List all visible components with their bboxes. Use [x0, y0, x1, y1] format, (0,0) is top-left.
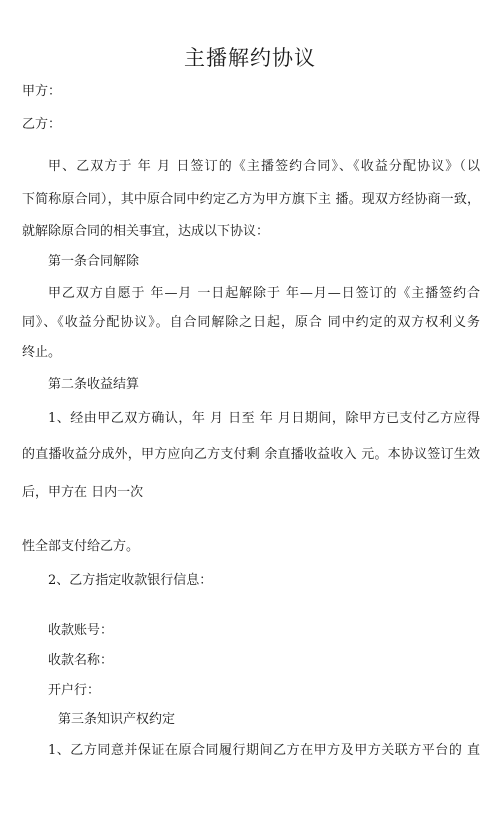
intro-line-1: 甲、乙双方于 年 月 日签订的《主播签约合同》、《收益分配协议》（以 — [48, 159, 480, 174]
article1-line-3: 终止。 — [22, 345, 62, 360]
party-b-label: 乙方： — [22, 117, 62, 132]
article1-line-1: 甲乙双方自愿于 年—月 一日起解除于 年—月—日签订的《主播签约合 — [48, 286, 480, 301]
article1-heading: 第一条合同解除 — [48, 254, 140, 269]
bank-account-field: 收款账号： — [48, 623, 114, 638]
article3-heading: 第三条知识产权约定 — [58, 712, 176, 727]
article1-line-2: 同》、《收益分配协议》。自合同解除之日起，原合 同中约定的双方权利义务 — [22, 315, 480, 330]
bank-branch-field: 开户行： — [48, 683, 101, 698]
article2-item2: 2、乙方指定收款银行信息： — [48, 573, 213, 588]
article3-item1-line-1: 1、乙方同意并保证在原合同履行期间乙方在甲方及甲方关联方平台的 直 — [48, 743, 480, 758]
intro-line-2: 下简称原合同），其中原合同中约定乙方为甲方旗下主 播。现双方经协商一致， — [22, 192, 480, 207]
document-title: 主播解约协议 — [184, 46, 316, 70]
article2-item1-line-4: 性全部支付给乙方。 — [22, 539, 140, 554]
intro-line-3: 就解除原合同的相关事宜，达成以下协议： — [22, 224, 270, 239]
article2-item1-line-1: 1、经由甲乙双方确认，年 月 日至 年 月日期间，除甲方已支付乙方应得 — [48, 411, 480, 426]
article2-item1-line-2: 的直播收益分成外，甲方应向乙方支付剩 余直播收益收入 元。本协议签订生效 — [22, 447, 480, 462]
article2-item1-line-3: 后，甲方在 日内一次 — [22, 485, 144, 500]
party-a-label: 甲方： — [22, 84, 62, 99]
article2-heading: 第二条收益结算 — [48, 377, 140, 392]
bank-name-field: 收款名称： — [48, 653, 114, 668]
